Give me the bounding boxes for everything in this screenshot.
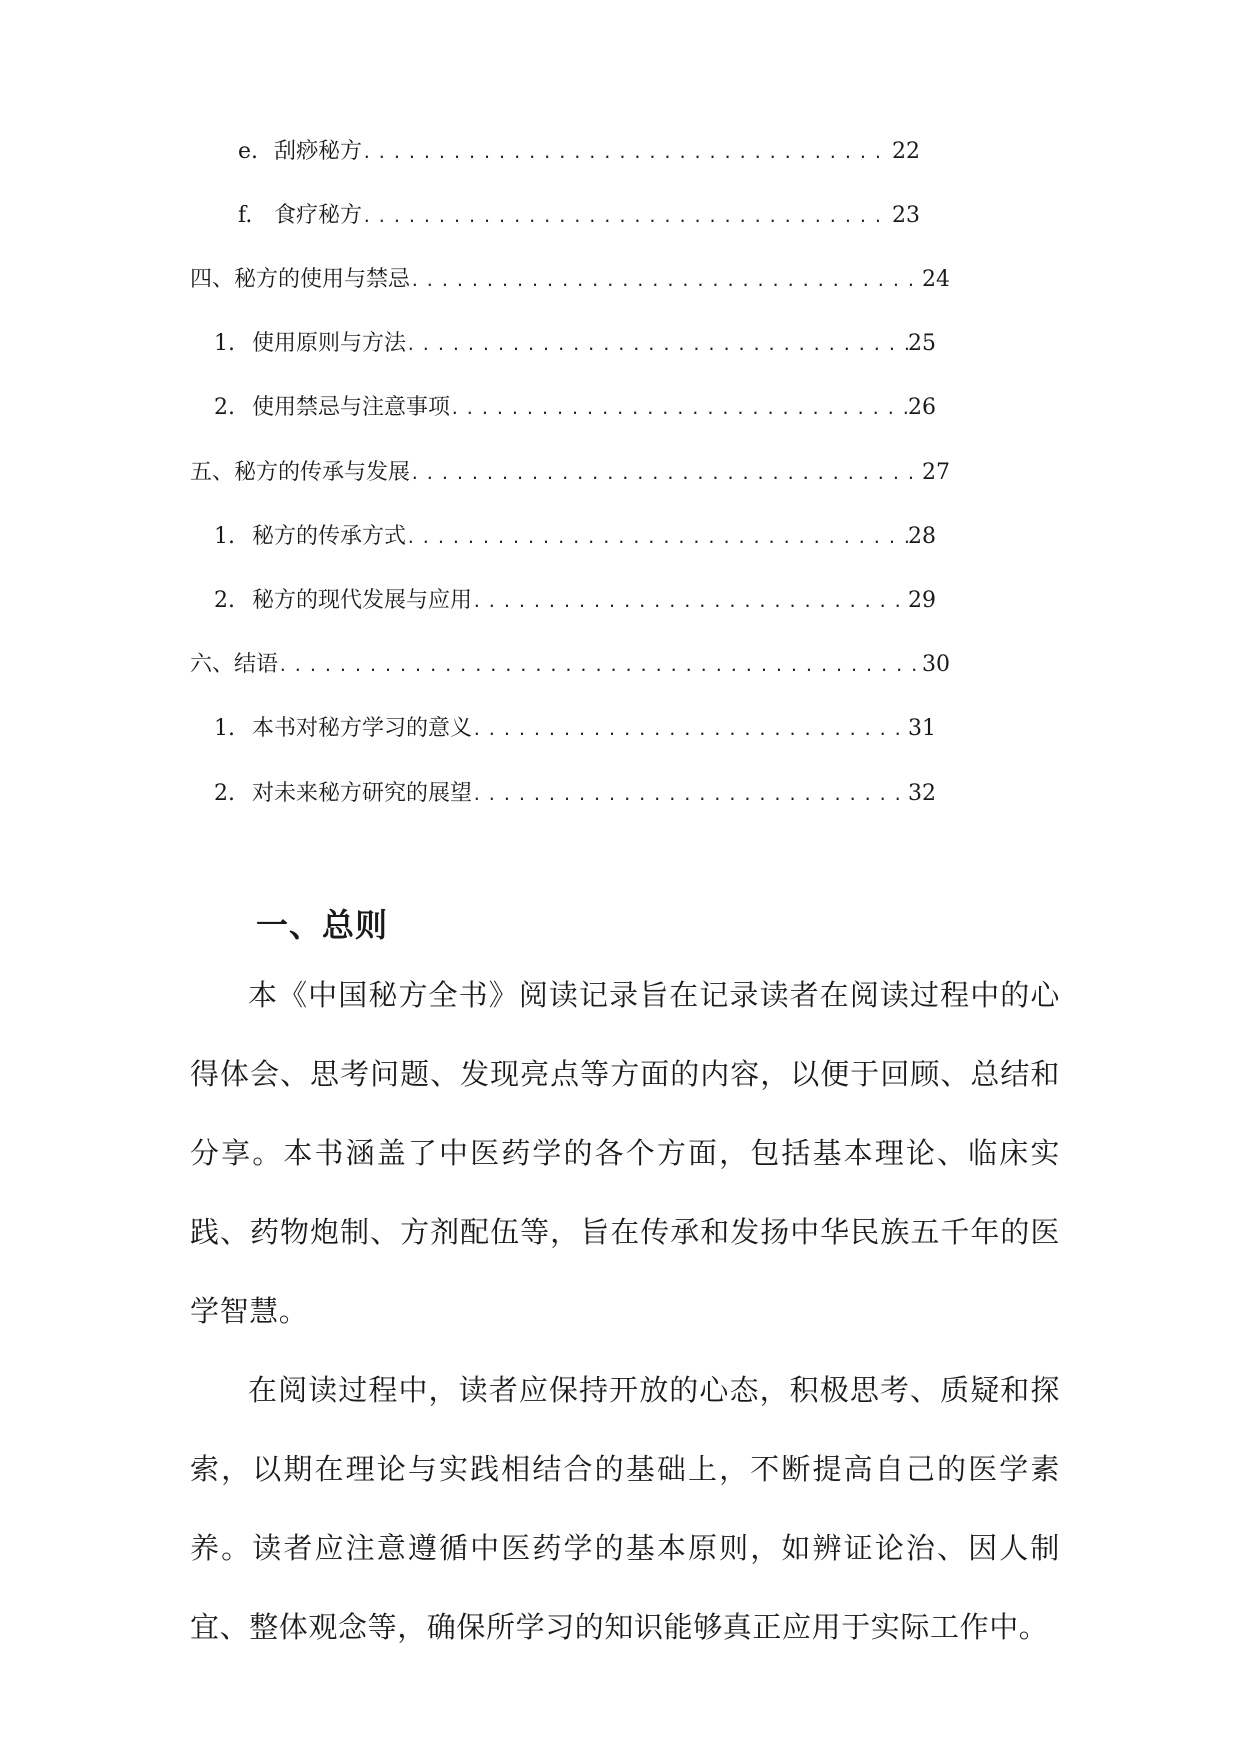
toc-entry-marker: 1. xyxy=(214,716,235,741)
toc-entry[interactable] xyxy=(214,522,936,552)
toc-entry-marker: 1. xyxy=(214,331,235,356)
toc-entry-label: 使用原则与方法 xyxy=(252,331,407,356)
toc-entry-label: 秘方的传承方式 xyxy=(252,524,407,549)
toc-entry-page-number: 24 xyxy=(922,267,950,292)
toc-entry-page-number: 27 xyxy=(922,460,950,485)
toc-entry-marker: 1. xyxy=(214,524,235,549)
toc-dot-leader xyxy=(472,587,908,617)
toc-entry[interactable] xyxy=(190,458,950,488)
toc-entry[interactable] xyxy=(214,779,936,809)
toc-entry-page-number: 22 xyxy=(892,139,920,164)
toc-entry-label: 六、结语 xyxy=(190,652,279,677)
toc-dot-leader xyxy=(362,138,892,168)
toc-entry[interactable] xyxy=(214,393,936,423)
section-heading: 一、总则 xyxy=(256,906,389,944)
toc-entry-page-number: 26 xyxy=(908,395,936,420)
toc-entry[interactable] xyxy=(214,714,936,744)
toc-entry-marker: 2. xyxy=(214,395,235,420)
toc-entry-marker: 2. xyxy=(214,588,235,613)
toc-entry[interactable] xyxy=(238,137,920,167)
toc-dot-leader xyxy=(472,780,908,810)
body-paragraph: 在阅读过程中，读者应保持开放的心态，积极思考、质疑和探索，以期在理论与实践相结合的基础上，不断提高自己的医学素养。读者应注意遵循中医药学的基本原则，如辨证论治、因人制宜、整体观念等，确保所学习的知识能够真正应用于实际工作中。 xyxy=(190,1373,1060,1644)
toc-entry-page-number: 31 xyxy=(908,716,936,741)
toc-entry[interactable] xyxy=(214,329,936,359)
toc-dot-leader xyxy=(450,394,908,424)
toc-entry[interactable] xyxy=(190,265,950,295)
toc-entry-label: 食疗秘方 xyxy=(274,203,363,228)
toc-entry-marker: e. xyxy=(238,139,259,164)
section-body xyxy=(190,956,1060,1667)
toc-entry-label: 本书对秘方学习的意义 xyxy=(252,716,473,741)
toc-dot-leader xyxy=(406,523,908,553)
toc-entry-label: 秘方的现代发展与应用 xyxy=(252,588,473,613)
toc-dot-leader xyxy=(278,651,922,681)
toc-entry-page-number: 30 xyxy=(922,652,950,677)
toc-entry[interactable] xyxy=(238,201,920,231)
toc-entry-page-number: 28 xyxy=(908,524,936,549)
toc-entry-label: 四、秘方的使用与禁忌 xyxy=(190,267,411,292)
toc-dot-leader xyxy=(406,330,908,360)
toc-entry-label: 使用禁忌与注意事项 xyxy=(252,395,451,420)
toc-entry-page-number: 29 xyxy=(908,588,936,613)
toc-dot-leader xyxy=(472,715,908,745)
body-paragraph: 本《中国秘方全书》阅读记录旨在记录读者在阅读过程中的心得体会、思考问题、发现亮点等方面的内容，以便于回顾、总结和分享。本书涵盖了中医药学的各个方面，包括基本理论、临床实践、药物炮制、方剂配伍等，旨在传承和发扬中华民族五千年的医学智慧。 xyxy=(190,978,1060,1328)
toc-entry-page-number: 32 xyxy=(908,781,936,806)
toc-entry-label: 五、秘方的传承与发展 xyxy=(190,460,411,485)
toc-dot-leader xyxy=(410,459,922,489)
toc-dot-leader xyxy=(362,202,892,232)
toc-entry-page-number: 23 xyxy=(892,203,920,228)
toc-entry-marker: 2. xyxy=(214,781,235,806)
toc-entry[interactable] xyxy=(190,650,950,680)
toc-entry-page-number: 25 xyxy=(908,331,936,356)
toc-entry-label: 对未来秘方研究的展望 xyxy=(252,781,473,806)
toc-dot-leader xyxy=(410,266,922,296)
toc-entry-marker: f. xyxy=(238,203,253,228)
toc-entry[interactable] xyxy=(214,586,936,616)
toc-entry-label: 刮痧秘方 xyxy=(274,139,363,164)
